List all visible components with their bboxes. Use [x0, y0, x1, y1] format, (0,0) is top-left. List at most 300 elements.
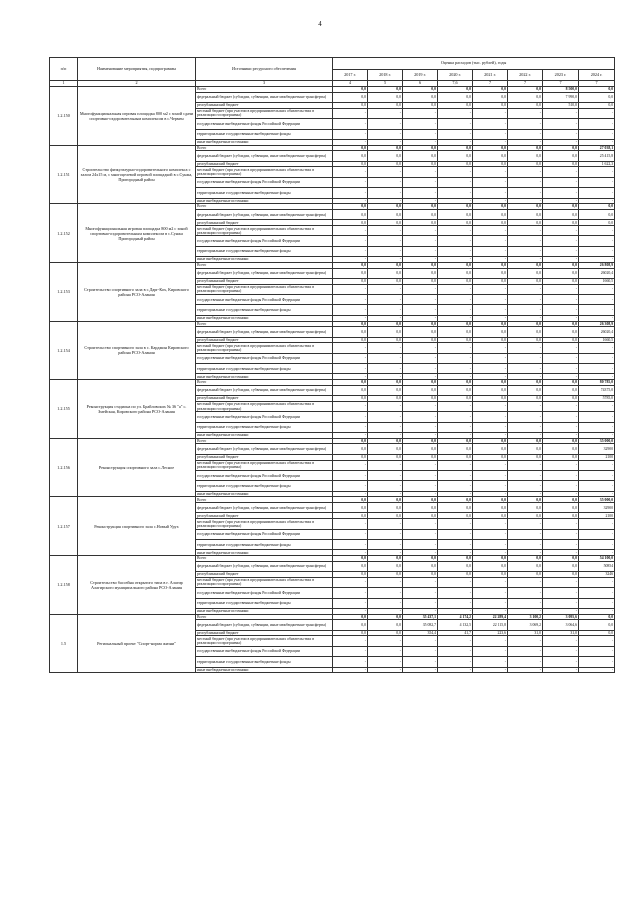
row-value: - — [333, 646, 368, 656]
row-value: - — [543, 636, 579, 646]
row-source: территориальные государственные внебюджетные фонды — [196, 305, 333, 315]
row-value: 0,0 — [579, 204, 615, 210]
row-value: - — [508, 491, 543, 497]
row-value: 0,0 — [403, 262, 438, 268]
row-value: - — [579, 374, 615, 380]
row-value: - — [403, 139, 438, 145]
row-value: 0,0 — [508, 444, 543, 454]
row-value: - — [403, 167, 438, 177]
row-value: - — [473, 422, 508, 432]
row-value: 3 064,6 — [543, 620, 579, 630]
row-value: - — [368, 588, 403, 598]
row-value: 0,0 — [543, 327, 579, 337]
row-value: - — [508, 295, 543, 305]
row-value: - — [368, 577, 403, 587]
row-value: - — [508, 226, 543, 236]
row-source: федеральный бюджет (субсидии, субвенции, иные межбюджетные трансферты) — [196, 209, 333, 219]
row-value: - — [333, 598, 368, 608]
row-value: - — [438, 636, 473, 646]
row-code: 1.2.158 — [50, 556, 78, 615]
row-value: 0,0 — [473, 454, 508, 460]
row-value: 26 308,9 — [579, 321, 615, 327]
row-value: - — [333, 343, 368, 353]
row-value: 0,0 — [403, 438, 438, 444]
row-value: - — [368, 364, 403, 374]
row-value: - — [508, 577, 543, 587]
row-value: 0,0 — [438, 327, 473, 337]
row-value: 0,0 — [368, 620, 403, 630]
row-source: Всего — [196, 321, 333, 327]
header-year: 2017 г. — [333, 70, 368, 81]
row-value: - — [543, 481, 579, 491]
row-value: - — [579, 550, 615, 556]
row-value: 0,0 — [368, 278, 403, 284]
row-value: - — [438, 353, 473, 363]
row-value: - — [333, 188, 368, 198]
row-value: 0,0 — [473, 385, 508, 395]
row-value: - — [403, 177, 438, 187]
row-value: 0,0 — [438, 561, 473, 571]
row-value: - — [403, 364, 438, 374]
row-value: - — [508, 529, 543, 539]
row-value: 2100 — [579, 513, 615, 519]
row-value: - — [403, 588, 438, 598]
row-value: - — [543, 246, 579, 256]
row-value: 0,0 — [579, 87, 615, 93]
row-value: 0,0 — [368, 209, 403, 219]
row-value: 3 095,6 — [543, 614, 579, 620]
row-source: территориальные государственные внебюджетные фонды — [196, 364, 333, 374]
row-value: 0,0 — [508, 503, 543, 513]
row-value: 0,0 — [473, 268, 508, 278]
row-value: 0,0 — [543, 321, 579, 327]
row-value: - — [508, 167, 543, 177]
row-value: - — [333, 119, 368, 129]
row-value: 0,0 — [333, 103, 368, 109]
row-value: 0,0 — [368, 454, 403, 460]
row-value: - — [508, 188, 543, 198]
header-year: 2021 г. — [473, 70, 508, 81]
row-source: государственные внебюджетные фонды Российской Федерации — [196, 119, 333, 129]
row-value: - — [473, 412, 508, 422]
row-name: Строительство спортивного зала в с.Дарг-Кох, Кировского района РСО-Алания — [78, 262, 196, 321]
row-value: 80 785,0 — [579, 380, 615, 386]
row-value: 0,0 — [473, 497, 508, 503]
row-source: Всего — [196, 87, 333, 93]
row-value: 0,0 — [543, 209, 579, 219]
row-value: - — [473, 198, 508, 204]
row-value: 0,0 — [473, 503, 508, 513]
row-value: - — [543, 667, 579, 673]
row-value: - — [473, 433, 508, 439]
row-value: - — [438, 305, 473, 315]
row-value: 0,0 — [368, 438, 403, 444]
row-value: 0,0 — [333, 92, 368, 102]
row-source: федеральный бюджет (субсидии, субвенции, иные межбюджетные трансферты) — [196, 268, 333, 278]
row-value: - — [543, 470, 579, 480]
row-value: - — [333, 481, 368, 491]
row-value: 0,0 — [333, 278, 368, 284]
row-value: - — [438, 246, 473, 256]
row-code: 1.2.151 — [50, 145, 78, 204]
row-value: 0,0 — [508, 204, 543, 210]
row-value: 0,0 — [473, 556, 508, 562]
row-value: 0,0 — [333, 396, 368, 402]
row-value: - — [368, 608, 403, 614]
row-value: - — [333, 529, 368, 539]
header-col-number: 4 — [333, 81, 368, 87]
row-value: - — [579, 539, 615, 549]
row-value: - — [333, 433, 368, 439]
row-value: - — [508, 177, 543, 187]
row-source: Всего — [196, 145, 333, 151]
row-value: 0,0 — [543, 220, 579, 226]
row-value: - — [543, 657, 579, 667]
row-source: иные внебюджетные источники — [196, 198, 333, 204]
row-value: - — [333, 364, 368, 374]
row-value: - — [403, 226, 438, 236]
row-value: - — [543, 257, 579, 263]
row-value: - — [579, 646, 615, 656]
row-source: Всего — [196, 497, 333, 503]
row-value: 0,0 — [333, 321, 368, 327]
row-value: - — [473, 119, 508, 129]
row-value: - — [473, 305, 508, 315]
row-source: иные внебюджетные источники — [196, 374, 333, 380]
row-value: - — [579, 129, 615, 139]
row-value: - — [473, 608, 508, 614]
row-value: 0,0 — [543, 454, 579, 460]
row-value: 0,0 — [368, 561, 403, 571]
row-value: - — [508, 129, 543, 139]
row-value: 0,0 — [438, 497, 473, 503]
row-value: - — [438, 470, 473, 480]
row-value: - — [508, 667, 543, 673]
row-value: 0,0 — [333, 327, 368, 337]
row-value: 0,0 — [508, 321, 543, 327]
row-value: 0,0 — [403, 209, 438, 219]
row-value: 0,0 — [368, 220, 403, 226]
row-code: 1.2.152 — [50, 204, 78, 263]
row-source: местный бюджет (при участии в предпринимательских обязательствах в реализации госпрограммы) — [196, 460, 333, 470]
row-value: 74375,0 — [579, 385, 615, 395]
row-value: - — [438, 374, 473, 380]
row-value: 0,0 — [368, 145, 403, 151]
row-value: - — [438, 481, 473, 491]
row-value: 0,0 — [473, 92, 508, 102]
header-col-number: 5 — [368, 81, 403, 87]
row-source: иные внебюджетные источники — [196, 608, 333, 614]
row-value: - — [579, 257, 615, 263]
row-value: - — [543, 364, 579, 374]
row-value: 0,0 — [438, 503, 473, 513]
row-source: республиканский бюджет — [196, 630, 333, 636]
row-value: - — [508, 519, 543, 529]
row-value: - — [579, 108, 615, 118]
row-value: - — [403, 257, 438, 263]
row-value: - — [333, 539, 368, 549]
row-value: 0,0 — [368, 151, 403, 161]
row-source: территориальные государственные внебюджетные фонды — [196, 246, 333, 256]
row-value: - — [579, 401, 615, 411]
row-value: - — [543, 598, 579, 608]
row-value: 1660,5 — [579, 278, 615, 284]
row-value: 0,0 — [543, 561, 579, 571]
row-value: 0,0 — [368, 497, 403, 503]
row-value: - — [333, 588, 368, 598]
row-value: 0,0 — [543, 380, 579, 386]
row-source: местный бюджет (при участии в предпринимательских обязательствах в реализации госпрограммы) — [196, 108, 333, 118]
row-value: - — [403, 433, 438, 439]
row-value: - — [333, 491, 368, 497]
row-value: - — [543, 188, 579, 198]
row-value: - — [579, 226, 615, 236]
row-source: федеральный бюджет (субсидии, субвенции, иные межбюджетные трансферты) — [196, 444, 333, 454]
row-value: 0,0 — [368, 396, 403, 402]
row-value: 0,0 — [543, 262, 579, 268]
row-value: 0,0 — [543, 503, 579, 513]
row-source: республиканский бюджет — [196, 454, 333, 460]
row-value: - — [333, 129, 368, 139]
row-value: 0,0 — [368, 103, 403, 109]
row-source: иные внебюджетные источники — [196, 315, 333, 321]
row-value: - — [473, 343, 508, 353]
row-value: - — [473, 646, 508, 656]
row-value: - — [473, 353, 508, 363]
row-value: - — [333, 315, 368, 321]
row-value: - — [438, 460, 473, 470]
row-value: 0,0 — [438, 454, 473, 460]
row-value: - — [438, 108, 473, 118]
row-value: 0,0 — [403, 561, 438, 571]
row-value: 0,0 — [403, 268, 438, 278]
row-value: - — [543, 129, 579, 139]
row-value: - — [543, 646, 579, 656]
row-value: 0,0 — [473, 396, 508, 402]
row-value: - — [579, 608, 615, 614]
row-value: - — [368, 315, 403, 321]
row-value: 54 100,0 — [579, 556, 615, 562]
row-value: - — [543, 343, 579, 353]
row-value: - — [438, 657, 473, 667]
row-value: - — [438, 139, 473, 145]
row-value: - — [368, 636, 403, 646]
row-value: 0,0 — [543, 572, 579, 578]
row-name: Строительство спортивного зала в с. Карджин Кировского района РСО-Алания — [78, 321, 196, 380]
row-value: - — [333, 412, 368, 422]
row-value: - — [438, 519, 473, 529]
row-value: 0,0 — [333, 497, 368, 503]
row-value: 0,0 — [368, 385, 403, 395]
row-value: - — [368, 198, 403, 204]
row-value: 0,0 — [508, 220, 543, 226]
row-value: - — [543, 284, 579, 294]
row-value: - — [368, 470, 403, 480]
row-value: - — [333, 108, 368, 118]
row-value: - — [579, 343, 615, 353]
row-value: - — [579, 470, 615, 480]
row-value: - — [438, 588, 473, 598]
row-value: - — [368, 295, 403, 305]
row-value: 0,0 — [508, 145, 543, 151]
row-value: - — [508, 636, 543, 646]
row-value: 0,0 — [333, 380, 368, 386]
row-value: 0,0 — [403, 220, 438, 226]
row-value: - — [508, 539, 543, 549]
row-value: 0,0 — [543, 513, 579, 519]
page-number: 4 — [318, 20, 322, 28]
row-value: 0,0 — [333, 151, 368, 161]
header-col-number: 6 — [403, 81, 438, 87]
row-value: 0,0 — [403, 92, 438, 102]
row-value: - — [368, 129, 403, 139]
row-value: 0,0 — [473, 380, 508, 386]
row-value: 0,0 — [403, 444, 438, 454]
row-value: - — [508, 481, 543, 491]
row-value: - — [403, 481, 438, 491]
row-value: 0,0 — [403, 327, 438, 337]
header-year: 2018 г. — [368, 70, 403, 81]
row-value: 0,0 — [368, 204, 403, 210]
row-value: 0,0 — [403, 278, 438, 284]
row-value: 0,0 — [543, 444, 579, 454]
row-value: - — [333, 550, 368, 556]
row-value: - — [438, 529, 473, 539]
row-value: 0,0 — [579, 630, 615, 636]
header-row — [50, 58, 615, 70]
row-value: 0,0 — [403, 161, 438, 167]
row-source: иные внебюджетные источники — [196, 139, 333, 145]
row-value: 0,0 — [438, 513, 473, 519]
row-value: - — [403, 108, 438, 118]
row-value: - — [333, 353, 368, 363]
row-source: федеральный бюджет (субсидии, субвенции, иные межбюджетные трансферты) — [196, 620, 333, 630]
row-value: - — [543, 608, 579, 614]
row-value: - — [368, 529, 403, 539]
row-value: - — [543, 305, 579, 315]
row-source: республиканский бюджет — [196, 396, 333, 402]
row-value: - — [508, 119, 543, 129]
row-source: федеральный бюджет (субсидии, субвенции, иные межбюджетные трансферты) — [196, 151, 333, 161]
row-value: - — [543, 412, 579, 422]
row-source: федеральный бюджет (субсидии, субвенции, иные межбюджетные трансферты) — [196, 503, 333, 513]
row-value: - — [579, 412, 615, 422]
row-value: - — [368, 433, 403, 439]
row-value: - — [368, 236, 403, 246]
row-value: 0,0 — [543, 438, 579, 444]
row-value: - — [438, 257, 473, 263]
row-value: 0,0 — [438, 161, 473, 167]
row-value: 0,0 — [543, 278, 579, 284]
row-value: - — [333, 139, 368, 145]
row-value: - — [438, 315, 473, 321]
row-value: - — [579, 667, 615, 673]
row-value: - — [508, 470, 543, 480]
row-value: - — [438, 284, 473, 294]
row-value: - — [368, 284, 403, 294]
row-value: - — [543, 550, 579, 556]
header-col-number: 1 — [50, 81, 78, 87]
row-name: Реконструкция спортивного зала с.Лесное — [78, 438, 196, 497]
row-value: - — [543, 491, 579, 497]
row-value: - — [368, 657, 403, 667]
row-source: местный бюджет (при участии в предпринимательских обязательствах в реализации госпрограммы) — [196, 226, 333, 236]
row-code: 1.5 — [50, 614, 78, 673]
row-value: - — [368, 481, 403, 491]
row-value: - — [543, 588, 579, 598]
row-value: 0,0 — [333, 337, 368, 343]
row-value: - — [543, 519, 579, 529]
row-value: 0,0 — [438, 396, 473, 402]
row-source: территориальные государственные внебюджетные фонды — [196, 481, 333, 491]
row-value: 0,0 — [403, 556, 438, 562]
row-value: 0,0 — [438, 438, 473, 444]
row-value: - — [473, 667, 508, 673]
row-value: - — [403, 657, 438, 667]
row-value: - — [403, 188, 438, 198]
row-source: федеральный бюджет (субсидии, субвенции, иные межбюджетные трансферты) — [196, 327, 333, 337]
row-value: 22 289,4 — [473, 614, 508, 620]
row-value: - — [368, 550, 403, 556]
row-value: 0,0 — [333, 268, 368, 278]
row-value: - — [333, 295, 368, 305]
row-value: 510,0 — [543, 103, 579, 109]
row-value: 0,0 — [508, 262, 543, 268]
row-value: - — [403, 598, 438, 608]
row-value: 26020,4 — [579, 327, 615, 337]
row-source: Всего — [196, 556, 333, 562]
row-value: 0,0 — [333, 220, 368, 226]
row-value: 5785,0 — [579, 396, 615, 402]
row-value: - — [333, 257, 368, 263]
row-value: - — [508, 284, 543, 294]
row-value: 0,0 — [403, 337, 438, 343]
row-value: 0,0 — [438, 220, 473, 226]
row-source: государственные внебюджетные фонды Российской Федерации — [196, 295, 333, 305]
row-value: - — [543, 119, 579, 129]
row-value: - — [579, 167, 615, 177]
row-code: 1.2.157 — [50, 497, 78, 556]
row-value: 50854 — [579, 561, 615, 571]
row-value: - — [543, 433, 579, 439]
row-value: - — [403, 577, 438, 587]
row-value: - — [473, 598, 508, 608]
row-source: местный бюджет (при участии в предпринимательских обязательствах в реализации госпрограммы) — [196, 636, 333, 646]
row-source: государственные внебюджетные фонды Российской Федерации — [196, 353, 333, 363]
row-source: местный бюджет (при участии в предпринимательских обязательствах в реализации госпрограммы) — [196, 519, 333, 529]
row-value: 0,0 — [368, 87, 403, 93]
row-source: республиканский бюджет — [196, 572, 333, 578]
budget-table — [49, 57, 615, 673]
row-value: 0,0 — [333, 209, 368, 219]
row-source: государственные внебюджетные фонды Российской Федерации — [196, 236, 333, 246]
row-value: 0,0 — [333, 87, 368, 93]
row-value: - — [508, 364, 543, 374]
row-value: 0,0 — [368, 556, 403, 562]
row-value: 31,0 — [543, 630, 579, 636]
row-value: - — [508, 108, 543, 118]
row-value: 0,0 — [333, 444, 368, 454]
row-value: - — [508, 422, 543, 432]
row-value: - — [438, 598, 473, 608]
row-source: территориальные государственные внебюджетные фонды — [196, 657, 333, 667]
row-value: - — [579, 295, 615, 305]
row-value: 0,0 — [508, 278, 543, 284]
row-value: - — [508, 236, 543, 246]
row-value: 0,0 — [508, 454, 543, 460]
row-value: - — [579, 577, 615, 587]
row-value: - — [403, 374, 438, 380]
